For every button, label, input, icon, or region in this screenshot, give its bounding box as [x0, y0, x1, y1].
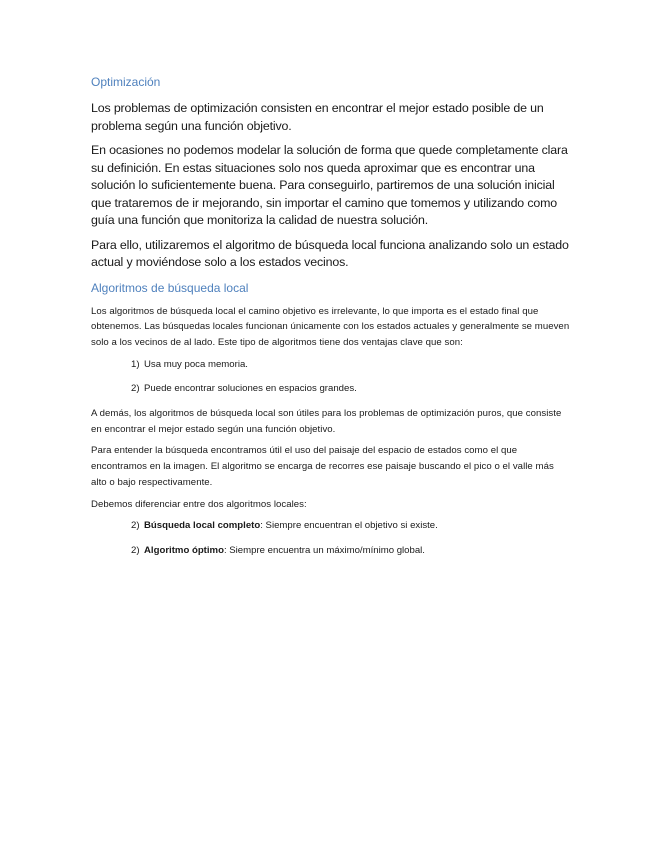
paragraph-optimizacion-puros: A demás, los algoritmos de búsqueda local son útiles para los problemas de optimización puros, que consiste en encontrar el mejor estado según una función objetivo.: [91, 408, 562, 435]
paragraph-diferenciar: Debemos diferenciar entre dos algoritmos locales:: [91, 498, 307, 510]
paragraph-busqueda-local-intro: Para ello, utilizaremos el algoritmo de búsqueda local funciona analizando solo un estado actual y moviéndose solo a los estados vecinos.: [91, 237, 569, 269]
paragraph-algoritmos-descripcion: Los algoritmos de búsqueda local el camino objetivo es irrelevante, lo que importa es el estado final que obtenemos. Las búsquedas locales funcionan únicamente con los estados actuales y generalmente se mueven solo a los vecinos de al lado. Este tipo de algoritmos tiene dos ventajas clave que son:: [91, 305, 570, 348]
list-item-text: Usa muy poca memoria.: [144, 358, 248, 370]
list-item-text: : Siempre encuentran el objetivo si existe.: [260, 520, 438, 532]
list-item: [91, 381, 571, 397]
paragraph-paisaje: Para entender la búsqueda encontramos útil el uso del paisaje del espacio de estados como el que encontramos en la imagen. El algoritmo se encarga de recorres ese paisaje buscando el pico o el valle más alto o bajo respectivamente.: [91, 445, 554, 488]
paragraph-aproximacion: En ocasiones no podemos modelar la solución de forma que quede completamente clara su definición. En estas situaciones solo nos queda aproximar que es encontrar una solución lo suficientemente buena. Para conseguirlo, partiremos de una solución inicial que trataremos de ir mejorando, sin importar el camino que tomemos y utilizando como guía una función que monitoriza la calidad de nuestra solución.: [91, 143, 568, 227]
list-item-term: Algoritmo óptimo: [144, 544, 224, 556]
list-item: [91, 543, 571, 559]
list-item-text: : Siempre encuentra un máximo/mínimo global.: [223, 544, 425, 556]
list-item-term: Búsqueda local completo: [144, 520, 261, 532]
list-item-number: 2): [131, 383, 140, 395]
advantages-list: [91, 357, 571, 397]
document-content: [91, 74, 571, 568]
list-item-text: Puede encontrar soluciones en espacios grandes.: [144, 383, 357, 395]
list-item-number: 2): [131, 520, 140, 532]
list-item-number: 2): [131, 544, 140, 556]
list-item: [91, 357, 571, 373]
heading-optimizacion: Optimización: [91, 75, 161, 89]
paragraph-definicion: Los problemas de optimización consisten en encontrar el mejor estado posible de un problema según una función objetivo.: [91, 101, 544, 133]
list-item: [91, 518, 571, 534]
local-algorithms-list: [91, 518, 571, 558]
list-item-number: 1): [131, 358, 140, 370]
heading-algoritmos-busqueda-local: Algoritmos de búsqueda local: [91, 280, 249, 295]
